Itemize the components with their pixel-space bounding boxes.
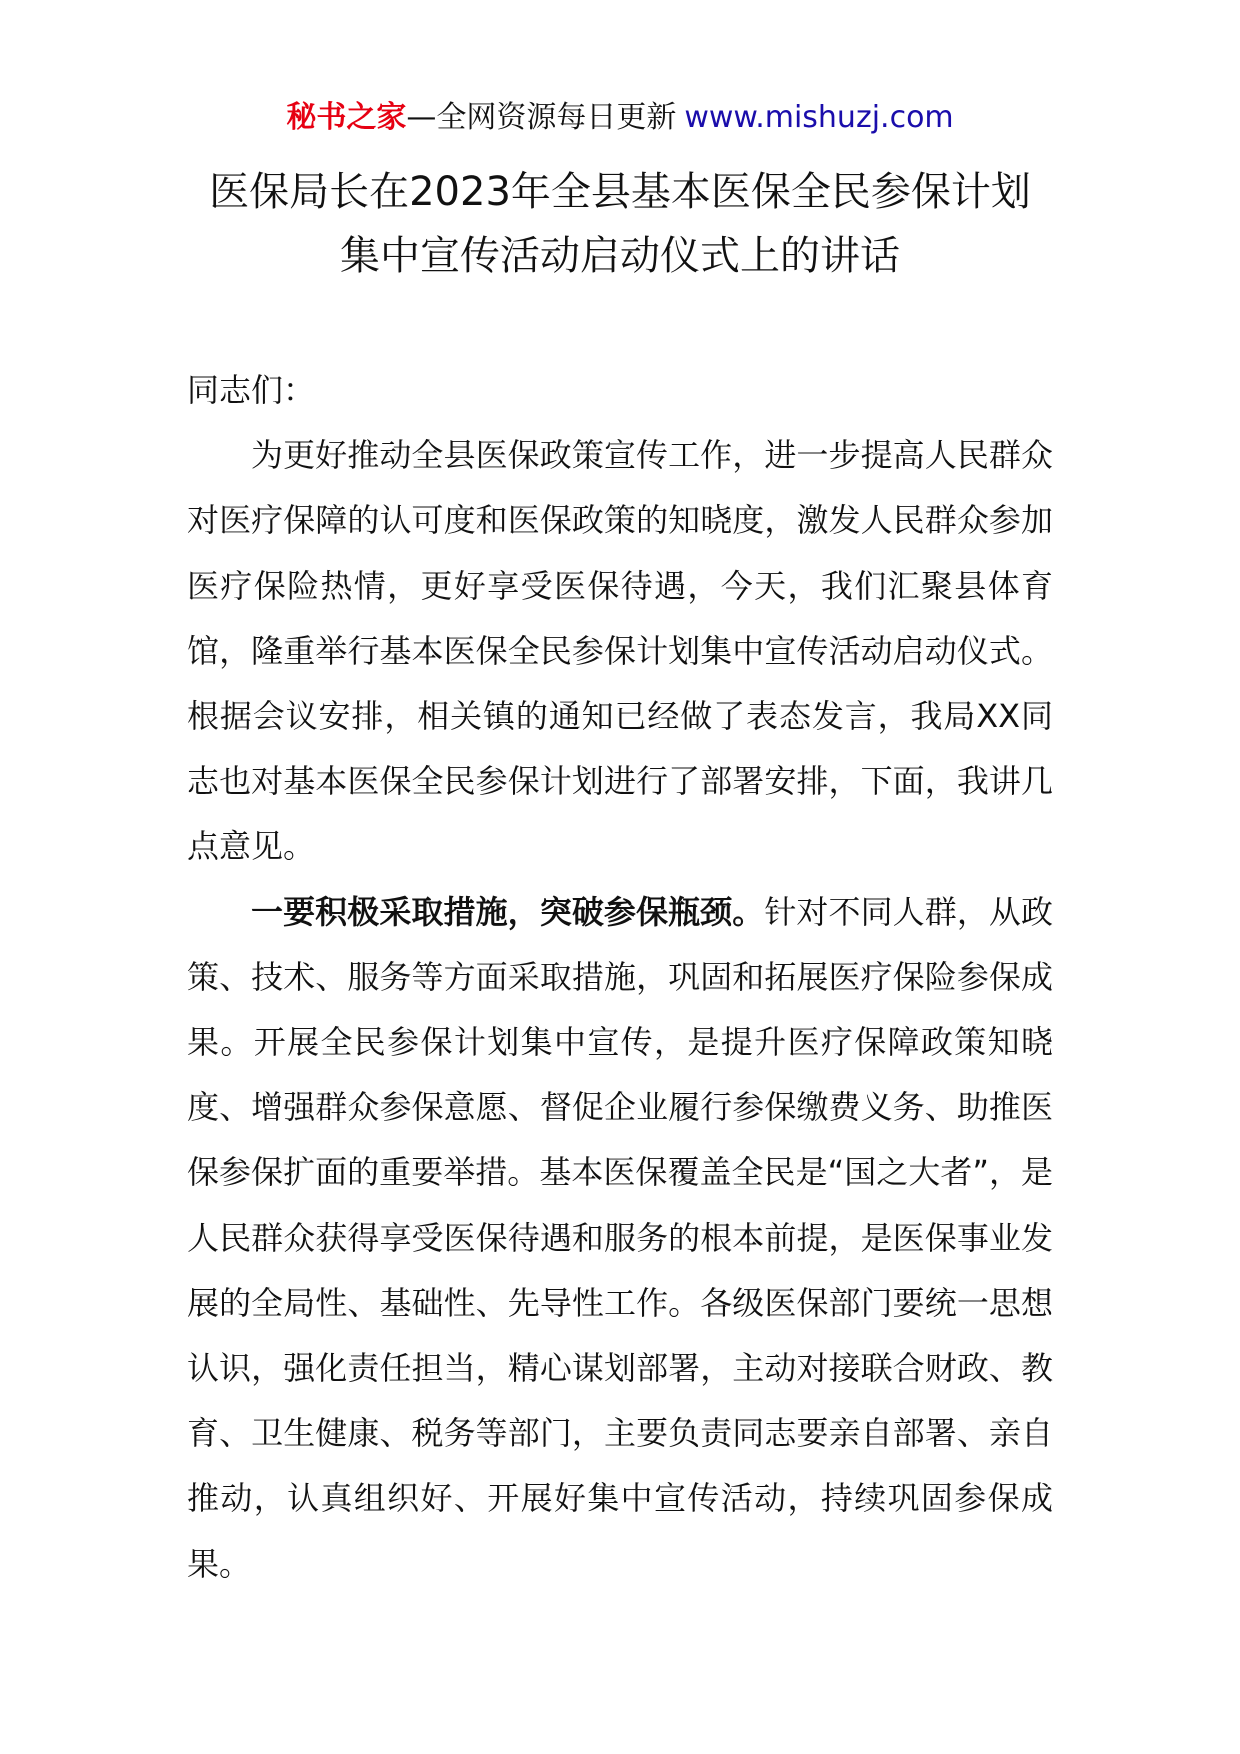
site-header: [0, 98, 1240, 138]
paragraph-point-one: [187, 880, 1053, 1597]
header-slogan: —全网资源每日更新: [406, 100, 677, 135]
point-one-heading: 一要积极采取措施，突破参保瓶颈。: [251, 892, 765, 931]
document-body: [187, 358, 1053, 1597]
salutation: 同志们：: [187, 371, 316, 409]
title-line-2: 集中宣传活动启动仪式上的讲话: [340, 233, 900, 279]
site-url-link[interactable]: www.mishuzj.com: [684, 100, 954, 135]
point-one-text: 针对不同人群，从政策、技术、服务等方面采取措施，巩固和拓展医疗保险参保成果。开展全民参保计划集中宣传，是提升医疗保障政策知晓度、增强群众参保意愿、督促企业履行参保缴费义务、助推医保参保扩面的重要举措。基本医保覆盖全民是“国之大者”，是人民群众获得享受医保待遇和服务的根本前提，是医保事业发展的全局性、基础性、先导性工作。各级医保部门要统一思想认识，强化责任担当，精心谋划部署，主动对接联合财政、教育、卫生健康、税务等部门，主要负责同志要亲自部署、亲自推动，认真组织好、开展好集中宣传活动，持续巩固参保成果。: [187, 892, 1053, 1583]
document-title: [0, 160, 1240, 288]
brand-name: 秘书之家: [286, 100, 407, 135]
paragraph-intro: 为更好推动全县医保政策宣传工作，进一步提高人民群众对医疗保障的认可度和医保政策的知晓度，激发人民群众参加医疗保险热情，更好享受医保待遇，今天，我们汇聚县体育馆，隆重举行基本医保全民参保计划集中宣传活动启动仪式。根据会议安排，相关镇的通知已经做了表态发言，我局XX同志也对基本医保全民参保计划进行了部署安排，下面，我讲几点意见。: [187, 436, 1053, 866]
title-line-1: 医保局长在2023年全县基本医保全民参保计划: [209, 169, 1031, 215]
